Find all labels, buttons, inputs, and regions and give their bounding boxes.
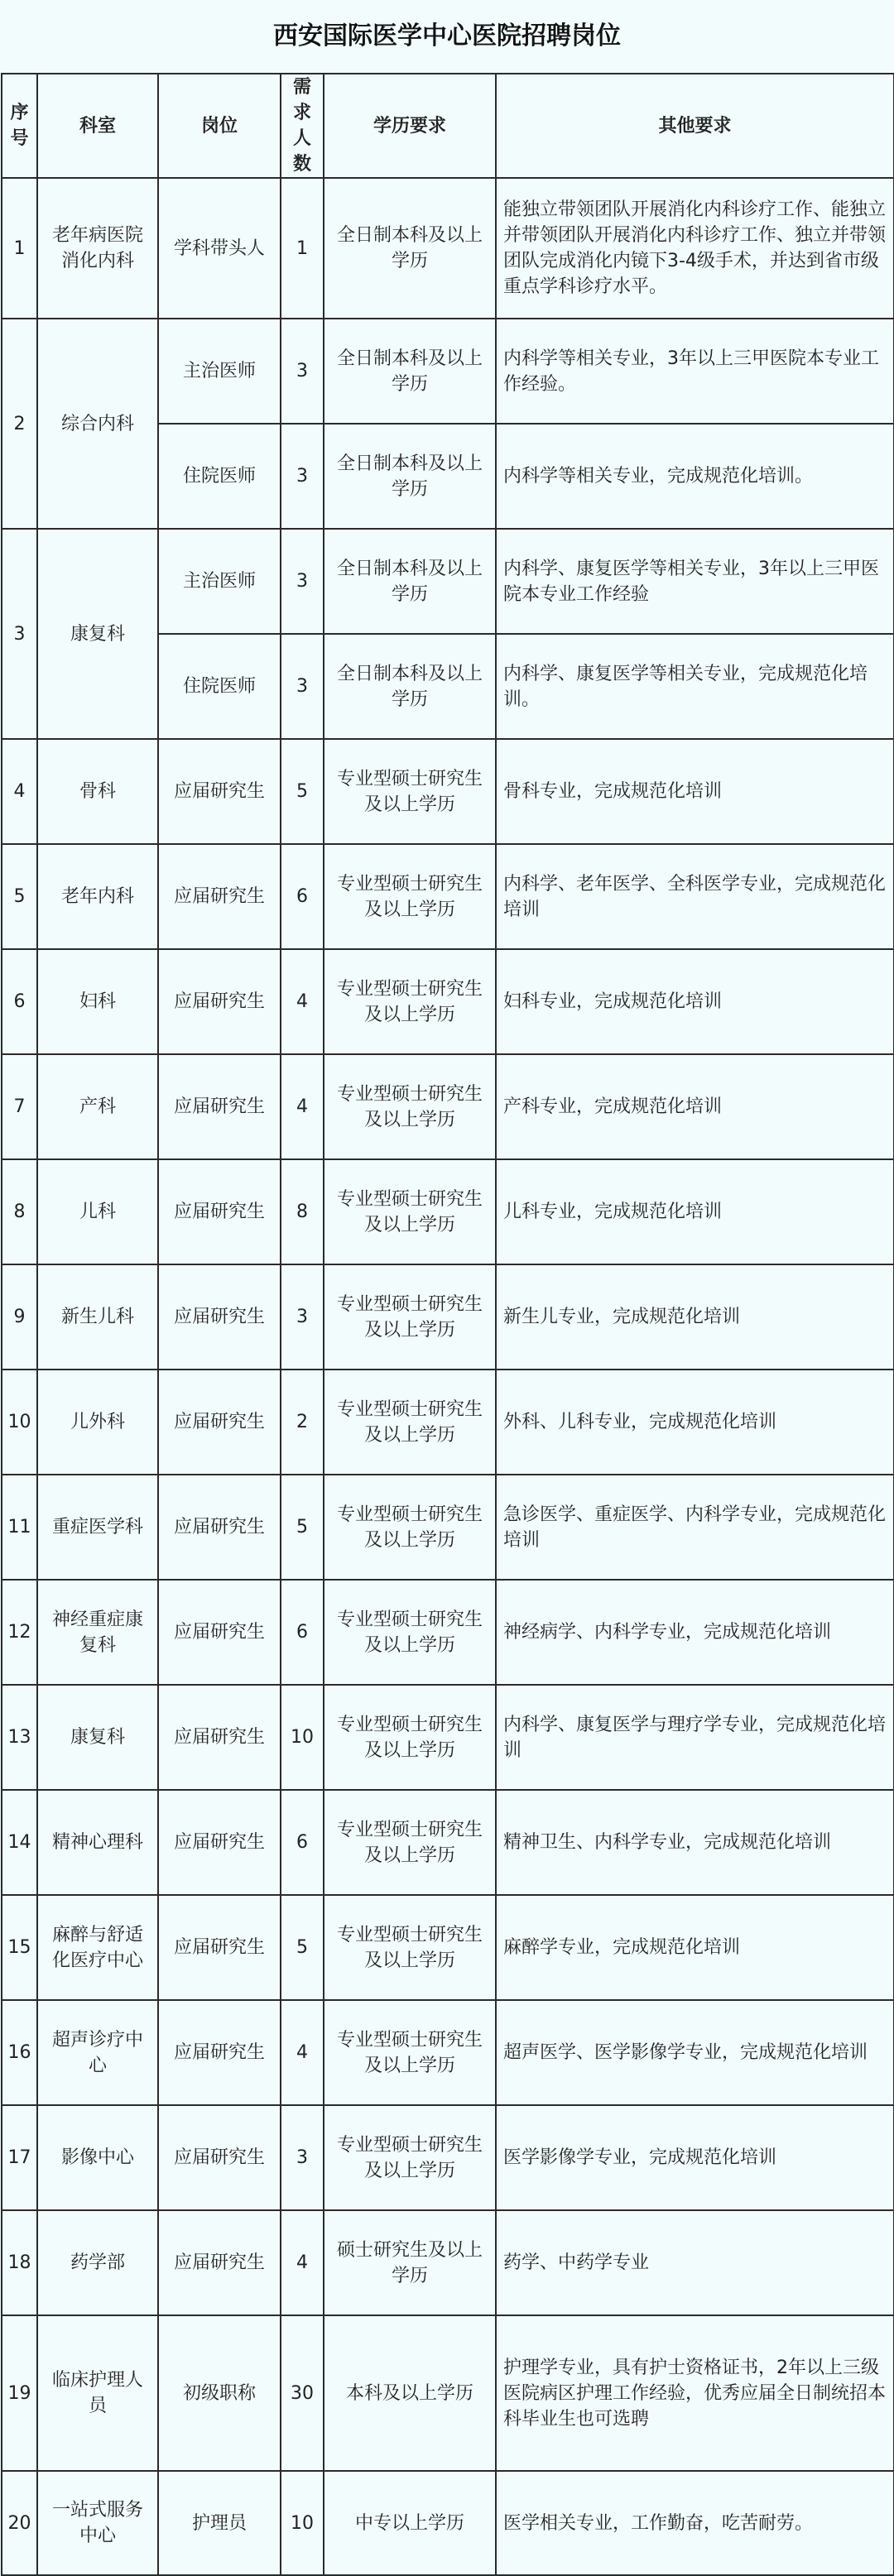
row-edu: 专业型硕士研究生及以上学历 bbox=[324, 1580, 496, 1685]
row-edu: 专业型硕士研究生及以上学历 bbox=[324, 1370, 496, 1475]
row-dept: 老年病医院消化内科 bbox=[37, 178, 158, 319]
row-no: 17 bbox=[2, 2105, 37, 2210]
row-edu: 全日制本科及以上学历 bbox=[324, 178, 496, 319]
row-no: 15 bbox=[2, 1895, 37, 2000]
row-no: 8 bbox=[2, 1159, 37, 1264]
row-post: 应届研究生 bbox=[158, 1580, 281, 1685]
row-count: 4 bbox=[281, 2210, 324, 2315]
row-count: 4 bbox=[281, 949, 324, 1054]
row-no: 7 bbox=[2, 1054, 37, 1159]
row-no: 2 bbox=[2, 319, 37, 529]
row-post: 住院医师 bbox=[158, 424, 281, 529]
row-post: 应届研究生 bbox=[158, 1790, 281, 1895]
row-post: 应届研究生 bbox=[158, 2000, 281, 2105]
row-post: 应届研究生 bbox=[158, 1159, 281, 1264]
table-row bbox=[2, 1475, 894, 1580]
row-dept: 重症医学科 bbox=[37, 1475, 158, 1580]
recruitment-table bbox=[1, 73, 894, 2576]
row-dept: 综合内科 bbox=[37, 319, 158, 529]
row-post: 应届研究生 bbox=[158, 1054, 281, 1159]
row-post: 初级职称 bbox=[158, 2315, 281, 2471]
header-count: 需求人数 bbox=[281, 74, 324, 178]
row-no: 4 bbox=[2, 739, 37, 844]
row-edu: 专业型硕士研究生及以上学历 bbox=[324, 1475, 496, 1580]
row-count: 1 bbox=[281, 178, 324, 319]
row-post: 应届研究生 bbox=[158, 1685, 281, 1790]
header-dept: 科室 bbox=[37, 74, 158, 178]
row-edu: 专业型硕士研究生及以上学历 bbox=[324, 2000, 496, 2105]
table-header-row bbox=[2, 74, 894, 178]
row-no: 6 bbox=[2, 949, 37, 1054]
table-row bbox=[2, 1264, 894, 1370]
row-edu: 全日制本科及以上学历 bbox=[324, 319, 496, 424]
row-post: 学科带头人 bbox=[158, 178, 281, 319]
table-row bbox=[2, 319, 894, 424]
row-other: 内科学、老年医学、全科医学专业，完成规范化培训 bbox=[496, 844, 894, 949]
row-edu: 专业型硕士研究生及以上学历 bbox=[324, 1790, 496, 1895]
row-dept: 老年内科 bbox=[37, 844, 158, 949]
row-post: 应届研究生 bbox=[158, 1895, 281, 2000]
row-dept: 神经重症康复科 bbox=[37, 1580, 158, 1685]
table-row bbox=[2, 2471, 894, 2575]
row-dept: 儿外科 bbox=[37, 1370, 158, 1475]
table-row bbox=[2, 178, 894, 319]
row-edu: 中专以上学历 bbox=[324, 2471, 496, 2575]
row-no: 10 bbox=[2, 1370, 37, 1475]
row-edu: 全日制本科及以上学历 bbox=[324, 424, 496, 529]
row-dept: 临床护理人员 bbox=[37, 2315, 158, 2471]
table-row bbox=[2, 1685, 894, 1790]
row-other: 内科学、康复医学与理疗学专业，完成规范化培训 bbox=[496, 1685, 894, 1790]
header-other: 其他要求 bbox=[496, 74, 894, 178]
row-edu: 全日制本科及以上学历 bbox=[324, 529, 496, 634]
row-edu: 专业型硕士研究生及以上学历 bbox=[324, 1264, 496, 1370]
row-post: 住院医师 bbox=[158, 634, 281, 739]
row-no: 3 bbox=[2, 529, 37, 739]
row-count: 4 bbox=[281, 1054, 324, 1159]
row-other: 超声医学、医学影像学专业，完成规范化培训 bbox=[496, 2000, 894, 2105]
row-no: 12 bbox=[2, 1580, 37, 1685]
row-post: 应届研究生 bbox=[158, 949, 281, 1054]
row-count: 4 bbox=[281, 2000, 324, 2105]
row-other: 能独立带领团队开展消化内科诊疗工作、能独立并带领团队开展消化内科诊疗工作、独立并带领团队完成消化内镜下3-4级手术，并达到省市级重点学科诊疗水平。 bbox=[496, 178, 894, 319]
row-other: 医学影像学专业，完成规范化培训 bbox=[496, 2105, 894, 2210]
row-post: 应届研究生 bbox=[158, 2210, 281, 2315]
row-edu: 专业型硕士研究生及以上学历 bbox=[324, 949, 496, 1054]
row-post: 应届研究生 bbox=[158, 1475, 281, 1580]
table-row bbox=[2, 1895, 894, 2000]
row-edu: 专业型硕士研究生及以上学历 bbox=[324, 2105, 496, 2210]
row-dept: 康复科 bbox=[37, 1685, 158, 1790]
table-row bbox=[2, 2105, 894, 2210]
table-row bbox=[2, 1159, 894, 1264]
table-row bbox=[2, 1580, 894, 1685]
row-other: 药学、中药学专业 bbox=[496, 2210, 894, 2315]
row-post: 应届研究生 bbox=[158, 1264, 281, 1370]
row-post: 护理员 bbox=[158, 2471, 281, 2575]
row-count: 3 bbox=[281, 1264, 324, 1370]
row-edu: 专业型硕士研究生及以上学历 bbox=[324, 1895, 496, 2000]
table-row bbox=[2, 2315, 894, 2471]
row-dept: 一站式服务中心 bbox=[37, 2471, 158, 2575]
row-count: 3 bbox=[281, 529, 324, 634]
row-count: 6 bbox=[281, 1580, 324, 1685]
row-count: 30 bbox=[281, 2315, 324, 2471]
row-no: 13 bbox=[2, 1685, 37, 1790]
row-dept: 骨科 bbox=[37, 739, 158, 844]
row-post: 主治医师 bbox=[158, 529, 281, 634]
row-dept: 影像中心 bbox=[37, 2105, 158, 2210]
row-other: 骨科专业，完成规范化培训 bbox=[496, 739, 894, 844]
row-edu: 本科及以上学历 bbox=[324, 2315, 496, 2471]
table-row bbox=[2, 1054, 894, 1159]
row-other: 麻醉学专业，完成规范化培训 bbox=[496, 1895, 894, 2000]
row-edu: 全日制本科及以上学历 bbox=[324, 634, 496, 739]
row-count: 10 bbox=[281, 2471, 324, 2575]
row-no: 1 bbox=[2, 178, 37, 319]
row-other: 内科学等相关专业，3年以上三甲医院本专业工作经验。 bbox=[496, 319, 894, 424]
row-other: 外科、儿科专业，完成规范化培训 bbox=[496, 1370, 894, 1475]
row-dept: 麻醉与舒适化医疗中心 bbox=[37, 1895, 158, 2000]
row-dept: 新生儿科 bbox=[37, 1264, 158, 1370]
row-edu: 硕士研究生及以上学历 bbox=[324, 2210, 496, 2315]
row-no: 9 bbox=[2, 1264, 37, 1370]
table-row bbox=[2, 949, 894, 1054]
header-no: 序号 bbox=[2, 74, 37, 178]
row-dept: 康复科 bbox=[37, 529, 158, 739]
row-dept: 儿科 bbox=[37, 1159, 158, 1264]
table-row bbox=[2, 739, 894, 844]
table-row bbox=[2, 1370, 894, 1475]
page-title: 西安国际医学中心医院招聘岗位 bbox=[273, 22, 621, 50]
row-count: 2 bbox=[281, 1370, 324, 1475]
row-no: 20 bbox=[2, 2471, 37, 2575]
row-other: 妇科专业，完成规范化培训 bbox=[496, 949, 894, 1054]
header-edu: 学历要求 bbox=[324, 74, 496, 178]
row-no: 5 bbox=[2, 844, 37, 949]
row-other: 产科专业，完成规范化培训 bbox=[496, 1054, 894, 1159]
row-no: 18 bbox=[2, 2210, 37, 2315]
row-other: 护理学专业，具有护士资格证书，2年以上三级医院病区护理工作经验，优秀应届全日制统招本科毕业生也可选聘 bbox=[496, 2315, 894, 2471]
row-no: 19 bbox=[2, 2315, 37, 2471]
row-other: 新生儿专业，完成规范化培训 bbox=[496, 1264, 894, 1370]
row-post: 主治医师 bbox=[158, 319, 281, 424]
table-row bbox=[2, 529, 894, 634]
row-edu: 专业型硕士研究生及以上学历 bbox=[324, 739, 496, 844]
row-edu: 专业型硕士研究生及以上学历 bbox=[324, 1685, 496, 1790]
row-count: 5 bbox=[281, 1475, 324, 1580]
row-other: 内科学等相关专业，完成规范化培训。 bbox=[496, 424, 894, 529]
row-count: 3 bbox=[281, 2105, 324, 2210]
row-other: 内科学、康复医学等相关专业，3年以上三甲医院本专业工作经验 bbox=[496, 529, 894, 634]
row-count: 6 bbox=[281, 844, 324, 949]
row-edu: 专业型硕士研究生及以上学历 bbox=[324, 844, 496, 949]
row-edu: 专业型硕士研究生及以上学历 bbox=[324, 1054, 496, 1159]
row-count: 3 bbox=[281, 424, 324, 529]
row-other: 神经病学、内科学专业，完成规范化培训 bbox=[496, 1580, 894, 1685]
row-other: 医学相关专业，工作勤奋，吃苦耐劳。 bbox=[496, 2471, 894, 2575]
row-post: 应届研究生 bbox=[158, 739, 281, 844]
row-dept: 药学部 bbox=[37, 2210, 158, 2315]
row-no: 14 bbox=[2, 1790, 37, 1895]
table-row bbox=[2, 2210, 894, 2315]
row-no: 16 bbox=[2, 2000, 37, 2105]
row-count: 8 bbox=[281, 1159, 324, 1264]
row-dept: 产科 bbox=[37, 1054, 158, 1159]
row-post: 应届研究生 bbox=[158, 1370, 281, 1475]
row-count: 3 bbox=[281, 319, 324, 424]
header-post: 岗位 bbox=[158, 74, 281, 178]
row-count: 10 bbox=[281, 1685, 324, 1790]
row-count: 5 bbox=[281, 739, 324, 844]
table-row bbox=[2, 844, 894, 949]
row-dept: 妇科 bbox=[37, 949, 158, 1054]
row-count: 5 bbox=[281, 1895, 324, 2000]
row-other: 儿科专业，完成规范化培训 bbox=[496, 1159, 894, 1264]
row-other: 急诊医学、重症医学、内科学专业，完成规范化培训 bbox=[496, 1475, 894, 1580]
row-dept: 精神心理科 bbox=[37, 1790, 158, 1895]
row-count: 6 bbox=[281, 1790, 324, 1895]
row-other: 内科学、康复医学等相关专业，完成规范化培训。 bbox=[496, 634, 894, 739]
row-other: 精神卫生、内科学专业，完成规范化培训 bbox=[496, 1790, 894, 1895]
table-row bbox=[2, 1790, 894, 1895]
row-dept: 超声诊疗中心 bbox=[37, 2000, 158, 2105]
row-post: 应届研究生 bbox=[158, 844, 281, 949]
row-count: 3 bbox=[281, 634, 324, 739]
row-no: 11 bbox=[2, 1475, 37, 1580]
row-edu: 专业型硕士研究生及以上学历 bbox=[324, 1159, 496, 1264]
row-post: 应届研究生 bbox=[158, 2105, 281, 2210]
table-row bbox=[2, 2000, 894, 2105]
